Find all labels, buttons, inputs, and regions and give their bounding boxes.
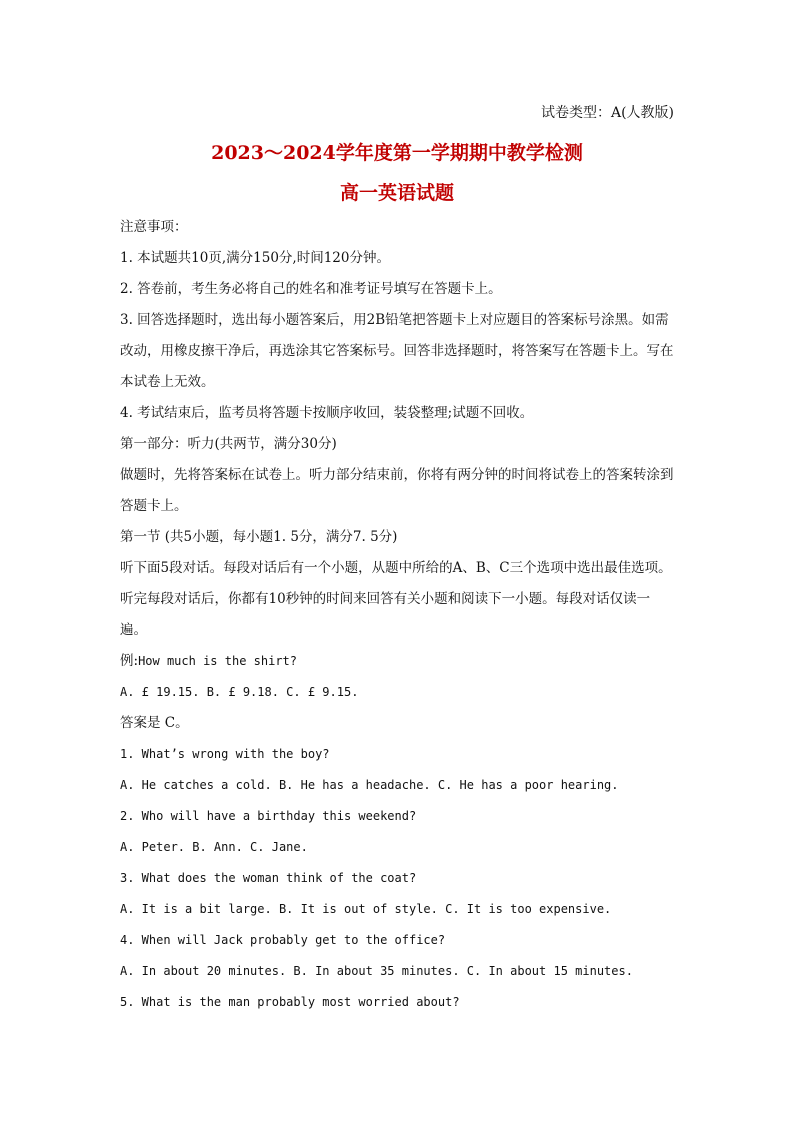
notice-item-3: 3. 回答选择题时，选出每小题答案后，用2B铅笔把答题卡上对应题目的答案标号涂黑。如需改动，用橡皮擦干净后，再选涂其它答案标号。回答非选择题时，将答案写在答题卡上。写在本试卷上无效。 bbox=[120, 312, 674, 390]
notice-heading: 注意事项： bbox=[120, 219, 188, 235]
exam-subtitle: 高一英语试题 bbox=[339, 182, 454, 204]
part1-heading: 第一部分：听力(共两节，满分30分) bbox=[120, 436, 337, 452]
question-4-options: A. In about 20 minutes. B. In about 35 minutes. C. In about 15 minutes. bbox=[120, 964, 633, 978]
notice-item-1: 1. 本试题共10页,满分150分,时间120分钟。 bbox=[120, 250, 390, 266]
exam-body bbox=[120, 212, 676, 1018]
example-options: A. £ 19.15. B. £ 9.18. C. £ 9.15. bbox=[120, 685, 359, 699]
question-2: 2. Who will have a birthday this weekend? bbox=[120, 809, 417, 823]
paper-type-label: 试卷类型：A(人教版) bbox=[540, 105, 674, 121]
section1-heading: 第一节 (共5小题，每小题1. 5分，满分7. 5分) bbox=[120, 529, 398, 545]
part1-instructions: 做题时，先将答案标在试卷上。听力部分结束前，你将有两分钟的时间将试卷上的答案转涂到答题卡上。 bbox=[120, 467, 674, 514]
example-answer: 答案是 C。 bbox=[120, 715, 189, 731]
question-5: 5. What is the man probably most worried about? bbox=[120, 995, 460, 1009]
section1-instructions: 听下面5段对话。每段对话后有一个小题，从题中所给的A、B、C三个选项中选出最佳选项。听完每段对话后，你都有10秒钟的时间来回答有关小题和阅读下一小题。每段对话仅读一遍。 bbox=[120, 560, 672, 638]
example-question bbox=[120, 646, 676, 677]
exam-title: 2023～2024学年度第一学期期中教学检测 bbox=[211, 142, 583, 164]
question-1: 1. What’s wrong with the boy? bbox=[120, 747, 330, 761]
question-3: 3. What does the woman think of the coat? bbox=[120, 871, 417, 885]
notice-item-4: 4. 考试结束后，监考员将答题卡按顺序收回，装袋整理;试题不回收。 bbox=[120, 405, 534, 421]
example-prefix: 例: bbox=[120, 653, 139, 669]
question-3-options: A. It is a bit large. B. It is out of style. C. It is too expensive. bbox=[120, 902, 612, 916]
question-4: 4. When will Jack probably get to the office? bbox=[120, 933, 446, 947]
question-1-options: A. He catches a cold. B. He has a headache. C. He has a poor hearing. bbox=[120, 778, 619, 792]
notice-item-2: 2. 答卷前，考生务必将自己的姓名和准考证号填写在答题卡上。 bbox=[120, 281, 502, 297]
question-2-options: A. Peter. B. Ann. C. Jane. bbox=[120, 840, 308, 854]
example-question-text: How much is the shirt? bbox=[138, 654, 298, 668]
